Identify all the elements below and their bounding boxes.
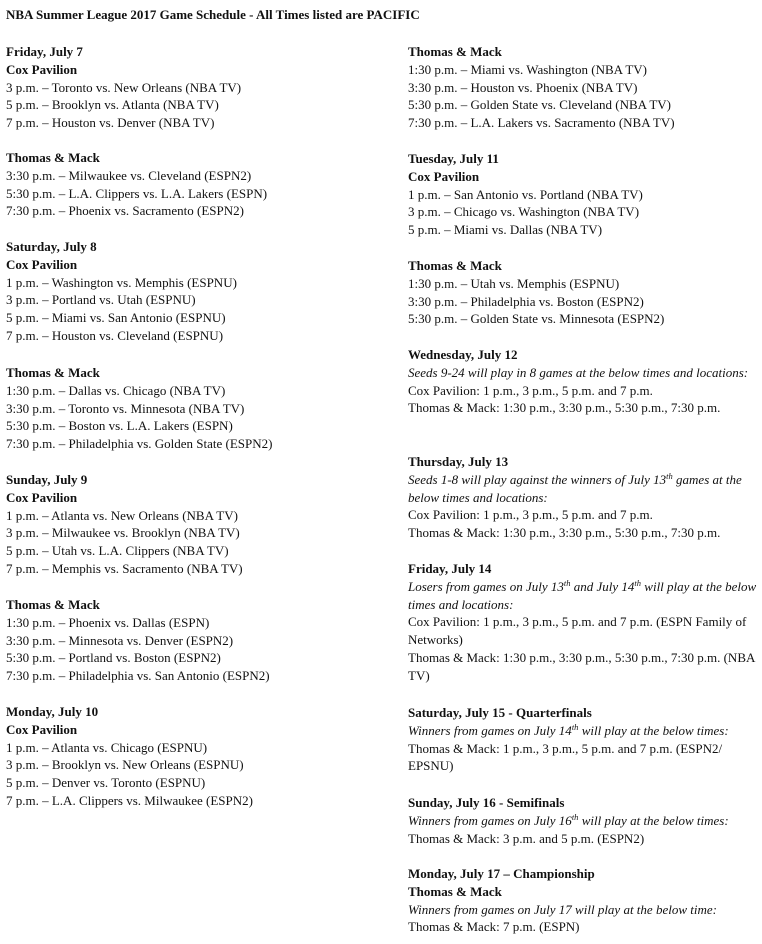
venue-heading: Cox Pavilion [6,721,78,737]
game-line: 5 p.m. – Brooklyn vs. Atlanta (NBA TV) [6,97,219,113]
venue-heading: Cox Pavilion [408,168,480,184]
thomas-mack-times: Thomas & Mack: 7 p.m. (ESPN) [408,919,580,935]
game-line: 5 p.m. – Denver vs. Toronto (ESPNU) [6,775,206,791]
section-tuesday-july-11-cox [408,150,758,239]
day-heading: Monday, July 10 [6,704,99,719]
section-saturday-july-15 [408,704,758,775]
game-line: 3:30 p.m. – Toronto vs. Minnesota (NBA TV) [6,400,245,416]
day-heading: Friday, July 14 [408,561,492,576]
thomas-mack-times: Thomas & Mack: 1:30 p.m., 3:30 p.m., 5:30 p.m., 7:30 p.m. (NBA TV) [408,649,755,683]
game-line: 1:30 p.m. – Phoenix vs. Dallas (ESPN) [6,614,210,630]
section-monday-july-17 [408,865,758,936]
venue-heading: Cox Pavilion [6,489,78,505]
day-heading: Saturday, July 15 - Quarterfinals [408,705,592,720]
section-sunday-july-16 [408,794,758,847]
section-wednesday-july-12 [408,346,758,417]
game-line: 5:30 p.m. – Boston vs. L.A. Lakers (ESPN) [6,418,233,434]
venue-heading: Thomas & Mack [6,365,100,380]
cox-times: Cox Pavilion: 1 p.m., 3 p.m., 5 p.m. and 7 p.m. [408,507,653,523]
day-heading: Friday, July 7 [6,44,83,59]
game-line: 3:30 p.m. – Houston vs. Phoenix (NBA TV) [408,79,638,95]
game-line: 5:30 p.m. – L.A. Clippers vs. L.A. Lakers (ESPN) [6,185,268,201]
thomas-mack-times: Thomas & Mack: 3 p.m. and 5 p.m. (ESPN2) [408,830,645,846]
game-line: 7:30 p.m. – Phoenix vs. Sacramento (ESPN2) [6,203,244,219]
game-line: 3 p.m. – Toronto vs. New Orleans (NBA TV) [6,79,242,95]
day-heading: Saturday, July 8 [6,239,97,254]
section-saturday-july-8-thomas-mack [6,364,391,453]
venue-heading: Thomas & Mack [6,597,100,612]
game-line: 3:30 p.m. – Minnesota vs. Denver (ESPN2) [6,632,234,648]
venue-heading: Cox Pavilion [6,61,78,77]
section-saturday-july-8-cox [6,238,391,345]
game-line: 5 p.m. – Miami vs. Dallas (NBA TV) [408,222,603,238]
game-line: 1 p.m. – San Antonio vs. Portland (NBA TV) [408,186,643,202]
game-line: 1 p.m. – Washington vs. Memphis (ESPNU) [6,274,237,290]
section-friday-july-7-cox [6,43,391,132]
section-friday-july-14 [408,560,758,685]
venue-heading: Thomas & Mack [6,150,100,165]
game-line: 7 p.m. – L.A. Clippers vs. Milwaukee (ESPN2) [6,792,253,808]
game-line: 5 p.m. – Miami vs. San Antonio (ESPNU) [6,310,226,326]
game-line: 1:30 p.m. – Miami vs. Washington (NBA TV) [408,61,647,77]
game-line: 3 p.m. – Portland vs. Utah (ESPNU) [6,292,196,308]
note-text: Winners from games on July 17 will play at the below time: [408,901,717,917]
game-line: 7:30 p.m. – L.A. Lakers vs. Sacramento (NBA TV) [408,115,675,131]
game-line: 1 p.m. – Atlanta vs. Chicago (ESPNU) [6,739,208,755]
day-heading: Monday, July 17 – Championship [408,866,595,881]
day-heading: Thursday, July 13 [408,454,509,469]
game-line: 7:30 p.m. – Philadelphia vs. Golden State (ESPN2) [6,436,273,452]
game-line: 5:30 p.m. – Golden State vs. Cleveland (NBA TV) [408,97,671,113]
schedule-title: NBA Summer League 2017 Game Schedule - All Times listed are PACIFIC [6,7,420,22]
thomas-mack-times: Thomas & Mack: 1:30 p.m., 3:30 p.m., 5:30 p.m., 7:30 p.m. [408,525,721,541]
day-heading: Wednesday, July 12 [408,347,518,362]
cox-times: Cox Pavilion: 1 p.m., 3 p.m., 5 p.m. and 7 p.m. [408,382,653,398]
note-text: Seeds 9-24 will play in 8 games at the below times and locations: [408,364,749,380]
game-line: 7:30 p.m. – Philadelphia vs. San Antonio (ESPN2) [6,668,270,684]
venue-heading: Cox Pavilion [6,256,78,272]
section-friday-july-7-thomas-mack [6,149,391,220]
game-line: 7 p.m. – Houston vs. Denver (NBA TV) [6,115,215,131]
note-text: Winners from games on July 16th will play at the below times: [408,811,729,828]
section-monday-july-10-thomas-mack [408,43,758,132]
cox-times: Cox Pavilion: 1 p.m., 3 p.m., 5 p.m. and 7 p.m. (ESPN Family of Networks) [408,614,747,648]
note-text: Winners from games on July 14th will play at the below times: [408,721,729,738]
game-line: 3:30 p.m. – Philadelphia vs. Boston (ESPN2) [408,293,644,309]
section-sunday-july-9-cox [6,471,391,578]
game-line: 5:30 p.m. – Portland vs. Boston (ESPN2) [6,650,221,666]
game-line: 3 p.m. – Brooklyn vs. New Orleans (ESPNU) [6,757,244,773]
thomas-mack-times: Thomas & Mack: 1:30 p.m., 3:30 p.m., 5:30 p.m., 7:30 p.m. [408,400,721,416]
day-heading: Sunday, July 9 [6,472,88,487]
section-monday-july-10-cox [6,703,391,810]
game-line: 3 p.m. – Milwaukee vs. Brooklyn (NBA TV) [6,525,240,541]
thomas-mack-times: Thomas & Mack: 1 p.m., 3 p.m., 5 p.m. and 7 p.m. (ESPN2/ EPSNU) [408,740,723,774]
day-heading: Sunday, July 16 - Semifinals [408,795,565,810]
section-tuesday-july-11-thomas-mack [408,257,758,328]
section-thursday-july-13 [408,453,758,542]
game-line: 5 p.m. – Utah vs. L.A. Clippers (NBA TV) [6,543,229,559]
game-line: 1:30 p.m. – Dallas vs. Chicago (NBA TV) [6,382,226,398]
game-line: 3:30 p.m. – Milwaukee vs. Cleveland (ESPN2) [6,167,252,183]
game-line: 7 p.m. – Houston vs. Cleveland (ESPNU) [6,327,224,343]
game-line: 5:30 p.m. – Golden State vs. Minnesota (ESPN2) [408,311,665,327]
note-text: Losers from games on July 13th and July 14th will play at the below times and locations: [408,577,757,612]
section-sunday-july-9-thomas-mack [6,596,391,685]
note-text: Seeds 1-8 will play against the winners of July 13th games at the below times and locations: [408,470,742,505]
day-heading: Tuesday, July 11 [408,151,499,166]
game-line: 1 p.m. – Atlanta vs. New Orleans (NBA TV) [6,507,238,523]
game-line: 3 p.m. – Chicago vs. Washington (NBA TV) [408,204,640,220]
venue-heading: Thomas & Mack [408,44,502,59]
venue-heading: Thomas & Mack [408,883,502,899]
game-line: 1:30 p.m. – Utah vs. Memphis (ESPNU) [408,275,620,291]
venue-heading: Thomas & Mack [408,258,502,273]
game-line: 7 p.m. – Memphis vs. Sacramento (NBA TV) [6,560,243,576]
